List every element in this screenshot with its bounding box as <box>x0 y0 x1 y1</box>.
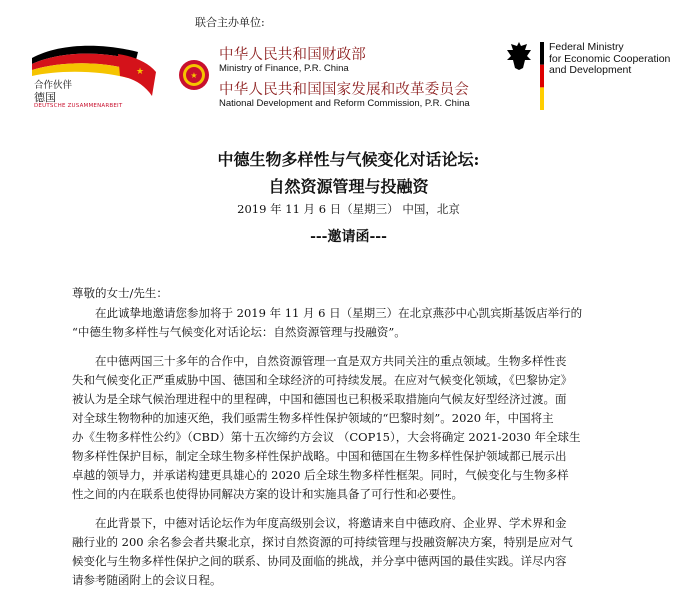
federal-eagle-icon <box>505 40 533 72</box>
paragraph-line: 物多样性保护目标，制定全球生物多样性保护战略。中国和德国在生物多样性保护领域都已展示出 <box>72 449 567 463</box>
paragraph-line: 候变化与生物多样性保护之间的联系、协同及面临的挑战，并分享中德两国的最佳实践。详尽内容 <box>72 554 567 568</box>
paragraph-line: 办《生物多样性公约》（CBD）第十五次缔约方会议 （COP15），大会将确定 2021-2030 年全球生 <box>72 430 581 444</box>
paragraph-line: 失和气候变化正严重威胁中国、德国和全球经济的可持续发展。在应对气候变化领域，《巴黎协定》 <box>72 373 573 387</box>
invitation-heading: ---邀请函--- <box>310 229 387 245</box>
cn-flag-star-glyph: ★ <box>136 67 145 77</box>
paragraph-line: 在中德两国三十多年的合作中，自然资源管理一直是双方共同关注的重点领域。生物多样性丧 <box>72 354 567 368</box>
paragraph-line: “中德生物多样性与气候变化对话论坛：自然资源管理与投融资”。 <box>72 325 406 339</box>
svg-text:★: ★ <box>190 71 198 80</box>
greeting: 尊敬的女士/先生： <box>72 286 168 300</box>
paragraph-line: 卓越的领导力，并承诺构建更具雄心的 2020 后全球生物多样性框架。同时，气候变化与生物多样 <box>72 468 569 482</box>
bmz-name <box>549 42 670 77</box>
bmz-line1: Federal Ministry <box>549 41 624 53</box>
organizers-label: 联合主办单位: <box>195 16 265 29</box>
ndrc-name-cn: 中华人民共和国国家发展和改革委员会 <box>219 82 469 98</box>
paragraph-line: 性之间的内在联系也使得协同解决方案的设计和实施具备了可行性和必要性。 <box>72 487 463 501</box>
paragraph-2 <box>72 352 638 504</box>
giz-text-cn1: 合作伙伴 <box>34 80 73 91</box>
mof-name-cn: 中华人民共和国财政部 <box>219 47 366 63</box>
giz-text-en: DEUTSCHE ZUSAMMENARBEIT <box>34 103 123 109</box>
title-line2: 自然资源管理与投融资 <box>268 177 429 196</box>
bmz-line3: and Development <box>549 64 632 76</box>
paragraph-line: 对全球生物物种的加速灭绝，我们亟需生物多样性保护领域的“巴黎时刻”。2020 年，中国将主 <box>72 411 554 425</box>
paragraph-line: 在此背景下，中德对话论坛作为年度高级别会议，将邀请来自中德政府、企业界、学术界和金 <box>72 516 567 530</box>
paragraph-line: 请参考随函附上的会议日程。 <box>72 573 222 587</box>
ndrc-name-en: National Development and Reform Commission, P.R. China <box>219 98 470 109</box>
mof-name-en: Ministry of Finance, P.R. China <box>219 63 349 74</box>
national-emblem-icon <box>178 59 210 91</box>
german-flag-bar <box>540 42 544 110</box>
paragraph-line: 融行业的 200 余名参会者共聚北京，探讨自然资源的可持续管理与投融资解决方案，特别是应对气 <box>72 535 573 549</box>
title-line1: 中德生物多样性与气候变化对话论坛: <box>217 150 480 169</box>
paragraph-3 <box>72 514 638 590</box>
paragraph-line: 在此诚挚地邀请您参加将于 2019 年 11 月 6 日（星期三）在北京燕莎中心凯宾斯基饭店举行的 <box>72 306 583 320</box>
paragraph-1 <box>72 304 638 342</box>
paragraph-line: 被认为是全球气候治理进程中的里程碑，中国和德国也已积极采取措施向气候友好型经济过渡。面 <box>72 392 567 406</box>
giz-text-cn2: 德国 <box>34 91 56 104</box>
bmz-line2: for Economic Cooperation <box>549 52 671 65</box>
event-dateline: 2019 年 11 月 6 日（星期三） 中国，北京 <box>237 202 460 216</box>
